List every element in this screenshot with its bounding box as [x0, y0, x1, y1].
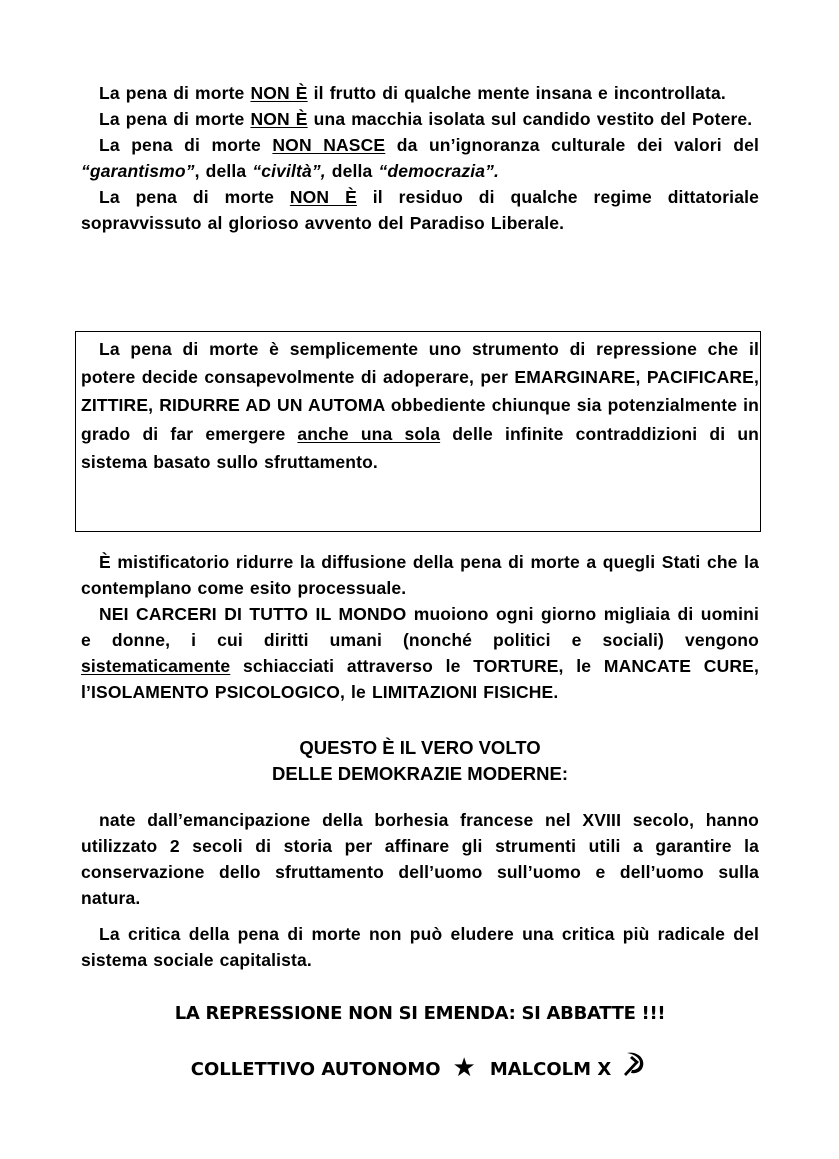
text: il residuo di qualche regime dittatoriale sopravvissuto al glorioso avvento del Paradiso Liberale.: [81, 187, 759, 233]
paragraph: [81, 601, 759, 705]
paragraph: [81, 132, 759, 184]
paragraph: È mistificatorio ridurre la diffusione della pena di morte a quegli Stati che la contemplano come esito processuale.: [81, 552, 759, 598]
hammer-sickle-icon: [619, 1048, 649, 1083]
paragraph: nate dall’emancipazione della borhesia francese nel XVIII secolo, hanno utilizzato 2 secoli di storia per affinare gli strumenti utili a garantire la conservazione dello sfruttamento dell’uomo sull’uomo e dell’uomo sulla natura.: [81, 810, 759, 908]
paragraph: [81, 80, 759, 106]
paragraph: La critica della pena di morte non può eludere una critica più radicale del sistema sociale capitalista.: [81, 924, 759, 970]
italic-text: “civiltà”,: [252, 161, 326, 181]
text: La pena di morte: [99, 83, 251, 103]
italic-text: “garantismo”: [81, 161, 195, 181]
text: il frutto di qualche mente insana e incontrollata.: [307, 83, 726, 103]
signature: [81, 1052, 759, 1087]
text: La pena di morte: [99, 109, 251, 129]
text: NEI CARCERI DI TUTTO IL MONDO muoiono ogni giorno migliaia di uomini e donne, i cui diritti umani (nonché politici e sociali) vengono: [81, 604, 759, 650]
signature-left: COLLETTIVO AUTONOMO: [190, 1059, 441, 1080]
heading-line-1: QUESTO È IL VERO VOLTO: [299, 737, 541, 758]
slogan: LA REPRESSIONE NON SI EMENDA: SI ABBATTE !!!: [174, 1003, 666, 1024]
signature-right: MALCOLM X: [489, 1059, 612, 1080]
underlined-text: sistematicamente: [81, 656, 231, 676]
bottom-paragraphs: [81, 807, 759, 973]
middle-paragraphs: [81, 549, 759, 705]
text: La pena di morte è semplicemente uno strumento di repressione che il potere decide consapevolmente di adoperare, per EMARGINARE, PACIFICARE, ZITTIRE, RIDURRE AD UN AUTOMA obbediente chiunque sia potenzialmente in grado di far emergere: [81, 339, 759, 444]
text: una macchia isolata sul candido vestito del Potere.: [307, 109, 753, 129]
text: da un’ignoranza culturale dei valori del: [385, 135, 759, 155]
section-heading: [81, 735, 759, 787]
underlined-text: NON È: [250, 109, 308, 129]
text: delle infinite contraddizioni di un sistema basato sullo sfruttamento.: [81, 423, 759, 472]
paragraph: [81, 184, 759, 236]
italic-text: “democrazia”.: [378, 161, 500, 181]
text: schiacciati attraverso le TORTURE, le MANCATE CURE, l’ISOLAMENTO PSICOLOGICO, le LIMITAZIONI FISICHE.: [81, 656, 759, 702]
underlined-text: NON NASCE: [272, 135, 386, 155]
underlined-text: NON È: [289, 187, 357, 207]
paragraph: [81, 106, 759, 132]
text: , della: [194, 161, 253, 181]
boxed-statement: [81, 335, 759, 476]
underlined-text: anche una sola: [297, 423, 441, 444]
star-icon: ★: [452, 1052, 476, 1083]
intro-paragraphs: [81, 80, 759, 236]
paragraph: [81, 335, 759, 476]
text: La pena di morte: [99, 135, 273, 155]
underlined-text: NON È: [250, 83, 308, 103]
heading-line-2: DELLE DEMOKRAZIE MODERNE:: [272, 763, 568, 784]
text: La pena di morte: [99, 187, 290, 207]
text: della: [325, 161, 379, 181]
